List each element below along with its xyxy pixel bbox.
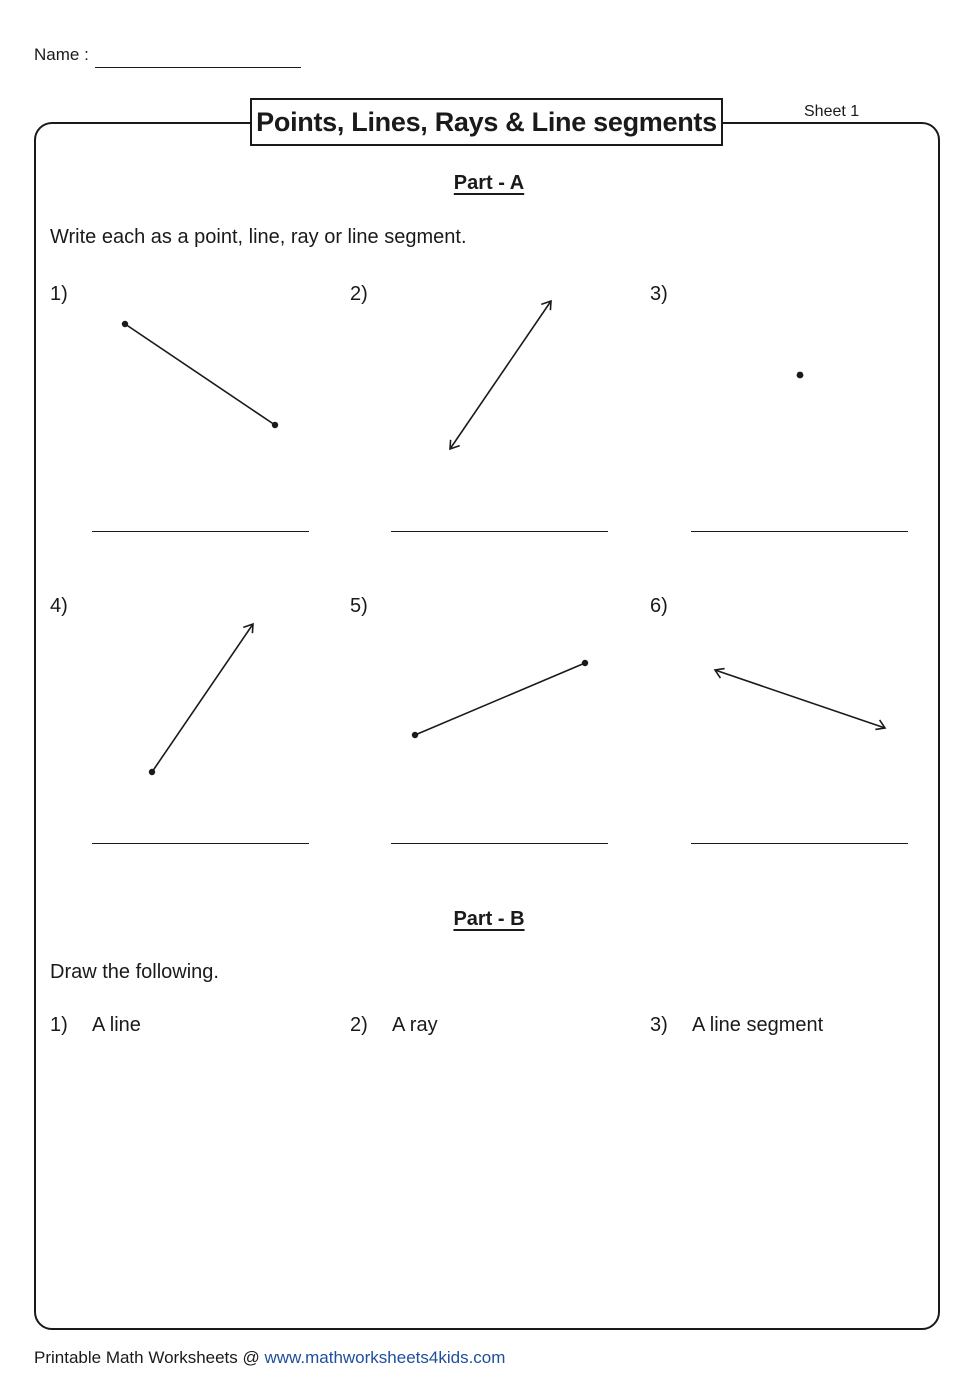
- draw-label-3: A line segment: [692, 1014, 824, 1036]
- draw-number-3: 3): [650, 1014, 668, 1036]
- problem-number-5: 5): [350, 595, 368, 617]
- figure-5-line-segment: [412, 660, 588, 738]
- figure-2-line: [450, 301, 551, 449]
- figure-6-line: [715, 669, 885, 730]
- part-b-heading-text: Part - B: [453, 908, 525, 930]
- footer-link[interactable]: www.mathworksheets4kids.com: [264, 1348, 506, 1367]
- figure-3-point: [797, 372, 804, 379]
- sheet-number: Sheet 1: [804, 103, 860, 120]
- problem-number-4: 4): [50, 595, 68, 617]
- problem-number-6: 6): [650, 595, 668, 617]
- part-b-instruction: Draw the following.: [50, 961, 219, 983]
- draw-number-2: 2): [350, 1014, 368, 1036]
- footer: [34, 1348, 505, 1368]
- part-b-heading: [0, 908, 978, 931]
- draw-label-1: A line: [92, 1014, 141, 1036]
- footer-text: Printable Math Worksheets @: [34, 1348, 260, 1367]
- draw-number-1: 1): [50, 1014, 68, 1036]
- draw-label-2: A ray: [392, 1014, 438, 1036]
- figure-1-line-segment: [122, 321, 278, 428]
- figure-4-ray: [149, 624, 253, 775]
- problem-number-3: 3): [650, 283, 668, 305]
- problem-number-1: 1): [50, 283, 68, 305]
- worksheet-title-text: Points, Lines, Rays & Line segments: [256, 106, 717, 137]
- part-a-heading-text: Part - A: [453, 172, 525, 194]
- part-a-instruction: Write each as a point, line, ray or line segment.: [50, 226, 467, 248]
- name-label: Name :: [34, 45, 89, 64]
- problem-number-2: 2): [350, 283, 368, 305]
